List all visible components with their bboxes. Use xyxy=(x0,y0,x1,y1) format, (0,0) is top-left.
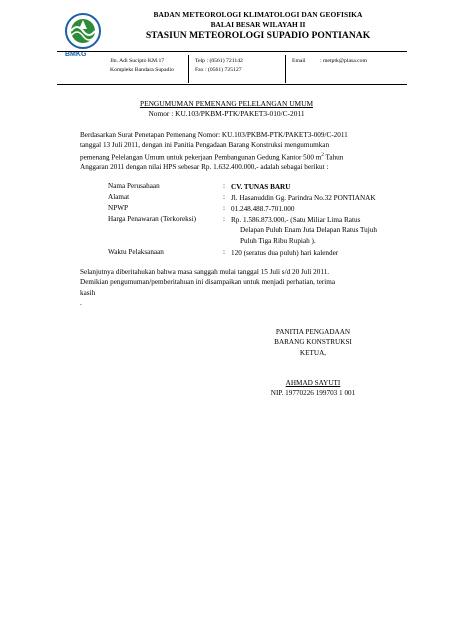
address-value: Jl. Hasanuddin Gg. Parindra No.32 PONTIANAK xyxy=(231,194,376,202)
signatory-nip: NIP. 19770226 199703 1 001 xyxy=(270,389,356,398)
region-name: BALAI BESAR WILAYAH II xyxy=(210,20,306,29)
colon: : xyxy=(223,248,225,256)
logo-text: BMKG xyxy=(65,51,87,58)
committee-line: BARANG KONSTRUKSI xyxy=(274,338,352,347)
intro-line: pemenang Pelelangan Umum untuk pekerjaan Pembangunan Gedung Kantor 500 $m^2$ Tahun xyxy=(80,152,344,161)
npwp-value: 01.248.488.7-701.000 xyxy=(231,205,295,213)
time-value: 120 (seratus dua puluh) hari kalender xyxy=(231,249,339,257)
closing-paragraph xyxy=(80,267,405,308)
signature-block xyxy=(250,327,376,398)
closing-line: kasih xyxy=(80,288,96,297)
email-value: : metptk@plasa.com xyxy=(320,58,367,64)
committee-line: KETUA, xyxy=(299,348,327,357)
price-label: Harga Penawaran (Terkoreksi) xyxy=(108,215,196,223)
closing-line: Demikian pengumuman/pemberitahuan ini disampaikan untuk menjadi perhatian, terima xyxy=(80,278,336,287)
intro-line: tanggal 13 Juli 2011, dengan ini Panitia Pengadaan Barang Konstruksi mengumumkan xyxy=(80,141,330,150)
colon: : xyxy=(223,182,225,190)
closing-line: Selanjutnya diberitahukan bahwa masa sanggah mulai tanggal 15 Juli s/d 20 Juli 2011. xyxy=(80,268,330,276)
header-separator xyxy=(285,55,286,83)
colon: : xyxy=(223,215,225,223)
colon: : xyxy=(223,204,225,212)
company-label: Nama Perusahaan xyxy=(108,182,160,190)
announcement-title xyxy=(0,99,453,119)
station-name: STASIUN METEOROLOGI SUPADIO PONTIANAK xyxy=(145,30,371,41)
closing-dot: . xyxy=(80,298,82,307)
price-value xyxy=(231,215,409,246)
intro-line: Berdasarkan Surat Penetapan Pemenang Nomor: KU.103/PKBM-PTK/PAKET3-009/C-2011 xyxy=(80,131,348,139)
price-line: Delapan Puluh Enam Juta Delapan Ratus Tujuh xyxy=(240,226,377,235)
intro-line: Anggaran 2011 dengan nilai HPS sebesar Rp. 1.632.400.000,- adalah sebagai berikut : xyxy=(80,163,329,172)
title-number: Nomor : KU.103/PKBM-PTK/PAKET3-010/C-2011 xyxy=(148,109,305,118)
colon: : xyxy=(223,193,225,201)
address-block xyxy=(110,57,174,75)
letterhead xyxy=(108,10,408,42)
intro-paragraph xyxy=(80,130,405,173)
header-separator xyxy=(188,55,189,83)
committee-line: PANITIA PENGADAAN xyxy=(275,328,351,336)
company-value: CV. TUNAS BARU xyxy=(231,183,291,191)
npwp-label: NPWP xyxy=(108,204,128,212)
signatory-name: AHMAD SAYUTI xyxy=(285,378,341,387)
telp-line: Telp : (0561) 721142 xyxy=(195,58,243,64)
agency-name: BADAN METEOROLOGI KLIMATOLOGI DAN GEOFISIKA xyxy=(153,10,363,19)
price-line: Puluh Tiga Ribu Rupiah ). xyxy=(240,236,316,245)
fax-line: Fax : (0561) 725127 xyxy=(195,67,242,73)
address-label: Alamat xyxy=(108,193,130,201)
address-line-2: Kompleks Bandara Supadio xyxy=(110,67,174,73)
email-label: Email xyxy=(292,58,306,64)
header-divider-top xyxy=(57,51,407,52)
phone-block xyxy=(195,57,243,75)
price-line: Rp. 1.586.873.000,- (Satu Miliar Lima Ratus xyxy=(231,216,361,224)
time-label: Waktu Pelaksanaan xyxy=(108,248,164,256)
title-main: PENGUMUMAN PEMENANG PELELANGAN UMUM xyxy=(139,99,314,108)
header-divider-bottom xyxy=(57,84,407,85)
bmkg-logo xyxy=(57,11,109,75)
address-line-1: Jln. Adi Sucipto KM.17 xyxy=(110,58,165,64)
